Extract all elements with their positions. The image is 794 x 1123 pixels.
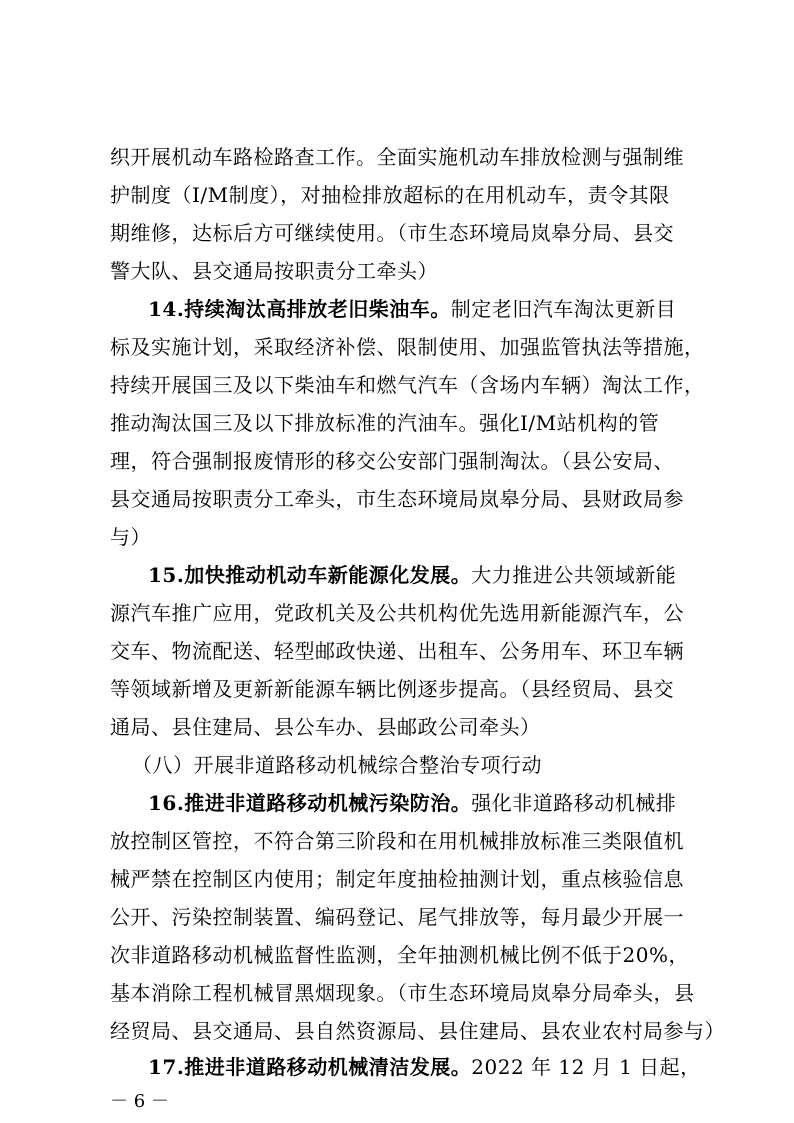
p15-first-text: 大力推进公共领域新能	[471, 563, 677, 587]
p16-line-5: 次非道路移动机械监督性监测，全年抽测机械比例不低于20%，	[110, 943, 689, 967]
p16-heading: 16.推进非道路移动机械污染防治。	[148, 791, 472, 815]
p13-line-2: 护制度（I/M制度），对抽检排放超标的在用机动车，责令其限	[110, 183, 670, 207]
p15-line-5: 通局、县住建局、县公车办、县邮政公司牵头）	[110, 715, 541, 739]
p14-heading: 14.持续淘汰高排放老旧柴油车。	[148, 297, 451, 321]
p15-line-2: 源汽车推广应用，党政机关及公共机构优先选用新能源汽车，公	[110, 601, 684, 625]
p16-line-7: 经贸局、县交通局、县自然资源局、县住建局、县农业农村局参与）	[110, 1019, 725, 1043]
p16-line-3: 械严禁在控制区内使用；制定年度抽检抽测计划，重点核验信息	[110, 867, 684, 891]
p17-heading: 17.推进非道路移动机械清洁发展。	[148, 1055, 472, 1079]
p14-line-3: 持续开展国三及以下柴油车和燃气汽车（含场内车辆）淘汰工作，	[110, 373, 705, 397]
p16-first-text: 强化非道路移动机械排	[471, 791, 677, 815]
p15-line-4: 等领域新增及更新新能源车辆比例逐步提高。（县经贸局、县交	[110, 677, 674, 701]
page-number: － 6 －	[110, 1091, 169, 1112]
p16-line-6: 基本消除工程机械冒黑烟现象。（市生态环境局岚皋分局牵头，县	[110, 981, 695, 1005]
p15-first-line	[148, 558, 694, 592]
p13-line-1: 织开展机动车路检路查工作。全面实施机动车排放检测与强制维	[110, 145, 684, 169]
p17-first-text: 2022 年 12 月 1 日起，	[471, 1055, 701, 1079]
section-heading-8: （八）开展非道路移动机械综合整治专项行动	[132, 753, 542, 777]
p14-line-2: 标及实施计划，采取经济补偿、限制使用、加强监管执法等措施，	[110, 335, 705, 359]
p14-line-5: 理，符合强制报废情形的移交公安部门强制淘汰。（县公安局、	[110, 449, 674, 473]
p13-line-3: 期维修，达标后方可继续使用。（市生态环境局岚皋分局、县交	[110, 221, 674, 245]
p17-first-line	[148, 1052, 701, 1082]
p14-first-line	[148, 292, 694, 326]
p16-line-2: 放控制区管控，不符合第三阶段和在用机械排放标准三类限值机	[110, 829, 684, 853]
p14-first-text: 制定老旧汽车淘汰更新目	[450, 297, 677, 321]
p14-line-4: 推动淘汰国三及以下排放标准的汽油车。强化I/M站机构的管	[110, 411, 660, 435]
p14-line-7: 与）	[110, 525, 151, 549]
p16-line-4: 公开、污染控制装置、编码登记、尾气排放等，每月最少开展一	[110, 905, 684, 929]
p14-line-6: 县交通局按职责分工牵头，市生态环境局岚皋分局、县财政局参	[110, 487, 684, 511]
p15-line-3: 交车、物流配送、轻型邮政快递、出租车、公务用车、环卫车辆	[110, 639, 684, 663]
p15-heading: 15.加快推动机动车新能源化发展。	[148, 563, 472, 587]
p16-first-line	[148, 786, 694, 820]
p13-line-4: 警大队、县交通局按职责分工牵头）	[110, 259, 438, 283]
